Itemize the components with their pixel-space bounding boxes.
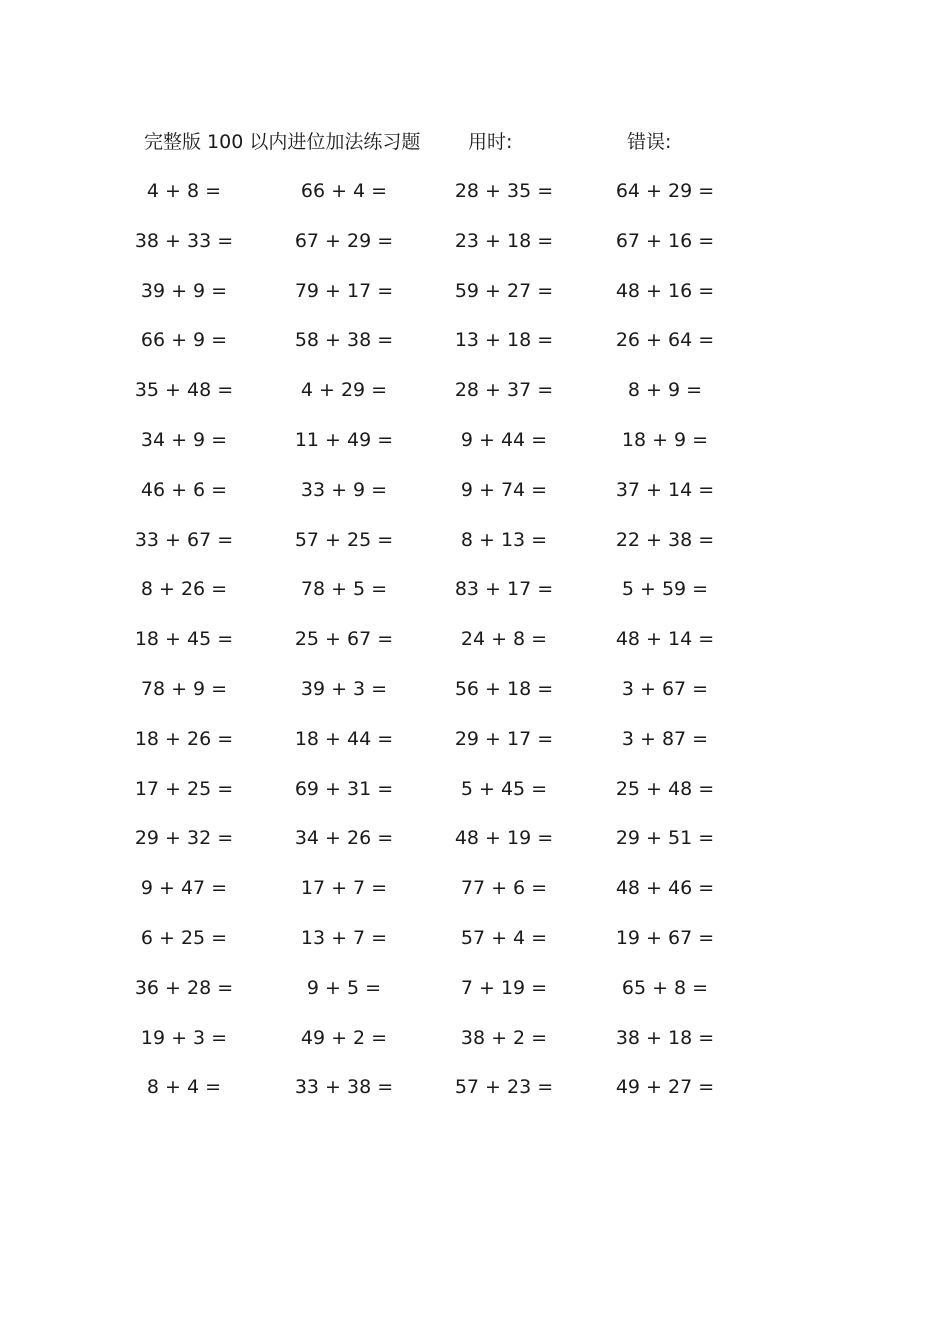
addition-problem: 78 + 9 = [140,677,228,700]
problem-row [0,624,950,674]
addition-problem: 35 + 48 = [134,379,234,402]
addition-problem: 8 + 9 = [627,379,703,402]
addition-problem: 65 + 8 = [621,976,709,999]
problem-row [0,176,950,226]
addition-problem: 64 + 29 = [615,180,715,202]
addition-problem: 57 + 4 = [460,926,548,949]
addition-problem: 48 + 46 = [615,877,715,900]
addition-problem: 39 + 3 = [300,677,388,700]
addition-problem: 83 + 17 = [454,578,554,601]
problem-row [0,276,950,326]
addition-problem: 25 + 67 = [294,628,394,651]
addition-problem: 17 + 25 = [134,777,234,800]
addition-problem: 4 + 8 = [146,180,222,202]
addition-problem: 38 + 18 = [615,1026,715,1049]
problem-row [0,425,950,475]
addition-problem: 67 + 16 = [615,229,715,252]
addition-problem: 34 + 26 = [294,827,394,850]
problem-row [0,325,950,375]
addition-problem: 11 + 49 = [294,428,394,451]
addition-problem: 58 + 38 = [294,329,394,352]
addition-problem: 9 + 74 = [460,478,548,501]
addition-problem: 9 + 44 = [460,428,548,451]
addition-problem: 48 + 14 = [615,628,715,651]
addition-problem: 28 + 35 = [454,180,554,202]
addition-problem: 78 + 5 = [300,578,388,601]
problem-row [0,475,950,525]
addition-problem: 22 + 38 = [615,528,715,551]
addition-problem: 33 + 9 = [300,478,388,501]
addition-problem: 33 + 67 = [134,528,234,551]
addition-problem: 3 + 67 = [621,677,709,700]
addition-problem: 48 + 19 = [454,827,554,850]
addition-problem: 56 + 18 = [454,677,554,700]
addition-problem: 24 + 8 = [460,628,548,651]
problem-row [0,375,950,425]
addition-problem: 13 + 7 = [300,926,388,949]
addition-problem: 29 + 32 = [134,827,234,850]
problem-row [0,525,950,575]
problem-row [0,674,950,724]
problem-row [0,774,950,824]
addition-problem: 7 + 19 = [460,976,548,999]
problem-row [0,1072,950,1122]
addition-problem: 39 + 9 = [140,279,228,302]
addition-problem: 18 + 9 = [621,428,709,451]
addition-problem: 38 + 33 = [134,229,234,252]
addition-problem: 34 + 9 = [140,428,228,451]
addition-problem: 8 + 13 = [460,528,548,551]
problem-row [0,226,950,276]
problem-row [0,1023,950,1073]
addition-problem: 77 + 6 = [460,877,548,900]
addition-problem: 6 + 25 = [140,926,228,949]
addition-problem: 57 + 23 = [454,1076,554,1099]
problem-row [0,574,950,624]
addition-problem: 5 + 45 = [460,777,548,800]
problem-row [0,873,950,923]
addition-problem: 48 + 16 = [615,279,715,302]
addition-problem: 13 + 18 = [454,329,554,352]
addition-problem: 19 + 3 = [140,1026,228,1049]
addition-problem: 4 + 29 = [300,379,388,402]
problem-grid [0,176,950,1122]
addition-problem: 59 + 27 = [454,279,554,302]
problem-row [0,724,950,774]
addition-problem: 36 + 28 = [134,976,234,999]
addition-problem: 8 + 4 = [146,1076,222,1099]
addition-problem: 29 + 17 = [454,727,554,750]
addition-problem: 28 + 37 = [454,379,554,402]
addition-problem: 18 + 44 = [294,727,394,750]
addition-problem: 17 + 7 = [300,877,388,900]
addition-problem: 29 + 51 = [615,827,715,850]
addition-problem: 18 + 45 = [134,628,234,651]
addition-problem: 49 + 2 = [300,1026,388,1049]
addition-problem: 18 + 26 = [134,727,234,750]
addition-problem: 8 + 26 = [140,578,228,601]
addition-problem: 37 + 14 = [615,478,715,501]
addition-problem: 19 + 67 = [615,926,715,949]
addition-problem: 23 + 18 = [454,229,554,252]
worksheet-title: 完整版 100 以内进位加法练习题 [144,131,421,153]
errors-label: 错误: [627,131,672,153]
addition-problem: 26 + 64 = [615,329,715,352]
addition-problem: 38 + 2 = [460,1026,548,1049]
addition-problem: 9 + 47 = [140,877,228,900]
time-used-label: 用时: [468,131,513,153]
addition-problem: 3 + 87 = [621,727,709,750]
addition-problem: 33 + 38 = [294,1076,394,1099]
addition-problem: 25 + 48 = [615,777,715,800]
addition-problem: 5 + 59 = [621,578,709,601]
addition-problem: 49 + 27 = [615,1076,715,1099]
problem-row [0,923,950,973]
addition-problem: 79 + 17 = [294,279,394,302]
addition-problem: 67 + 29 = [294,229,394,252]
addition-problem: 57 + 25 = [294,528,394,551]
addition-problem: 66 + 4 = [300,180,388,202]
addition-problem: 66 + 9 = [140,329,228,352]
addition-problem: 9 + 5 = [306,976,382,999]
addition-problem: 69 + 31 = [294,777,394,800]
worksheet-header [0,128,950,158]
problem-row [0,823,950,873]
problem-row [0,973,950,1023]
addition-problem: 46 + 6 = [140,478,228,501]
